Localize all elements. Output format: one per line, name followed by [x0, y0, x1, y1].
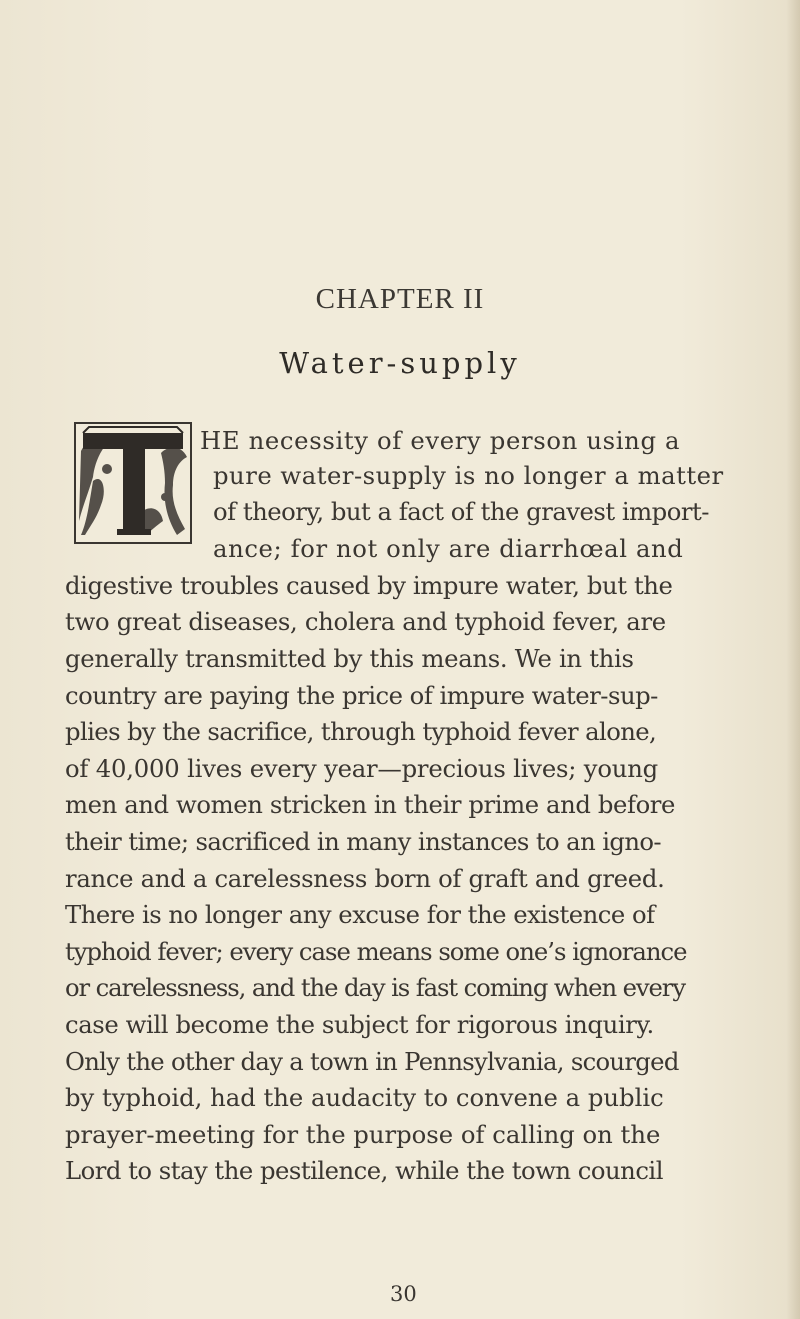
text-line: HE necessity of every person using a	[200, 426, 681, 455]
text-line: by typhoid, had the audacity to convene a public	[65, 1083, 664, 1112]
text-line: of theory, but a fact of the gravest import-	[213, 497, 709, 526]
ornamental-dropcap-t	[73, 421, 193, 545]
page-edge-shadow	[786, 0, 800, 1319]
section-title: Water-supply	[279, 346, 521, 380]
text-line: There is no longer any excuse for the existence of	[65, 900, 655, 929]
text-line: men and women stricken in their prime and before	[65, 790, 675, 819]
text-line: or carelessness, and the day is fast coming when every	[65, 973, 685, 1002]
text-line: generally transmitted by this means. We in this	[65, 644, 634, 673]
text-line: rance and a carelessness born of graft and greed.	[65, 864, 665, 893]
text-line: country are paying the price of impure water-sup-	[65, 681, 658, 710]
page-number: 30	[390, 1282, 417, 1306]
text-line: typhoid fever; every case means some one’s ignorance	[65, 937, 687, 966]
text-line: of 40,000 lives every year—precious lives; young	[65, 754, 658, 783]
chapter-heading: CHAPTER II	[315, 283, 485, 315]
text-line: two great diseases, cholera and typhoid fever, are	[65, 607, 666, 636]
text-line: plies by the sacrifice, through typhoid fever alone,	[65, 717, 657, 746]
text-line: prayer-meeting for the purpose of calling on the	[65, 1120, 661, 1149]
text-line: Lord to stay the pestilence, while the town council	[65, 1156, 663, 1185]
text-line: case will become the subject for rigorous inquiry.	[65, 1010, 654, 1039]
text-line: ance; for not only are diarrhœal and	[213, 534, 684, 563]
text-line: their time; sacrificed in many instances to an igno-	[65, 827, 662, 856]
text-line: digestive troubles caused by impure water, but the	[65, 571, 673, 600]
text-line: Only the other day a town in Pennsylvania, scourged	[65, 1047, 679, 1076]
text-line: pure water-supply is no longer a matter	[213, 461, 724, 490]
